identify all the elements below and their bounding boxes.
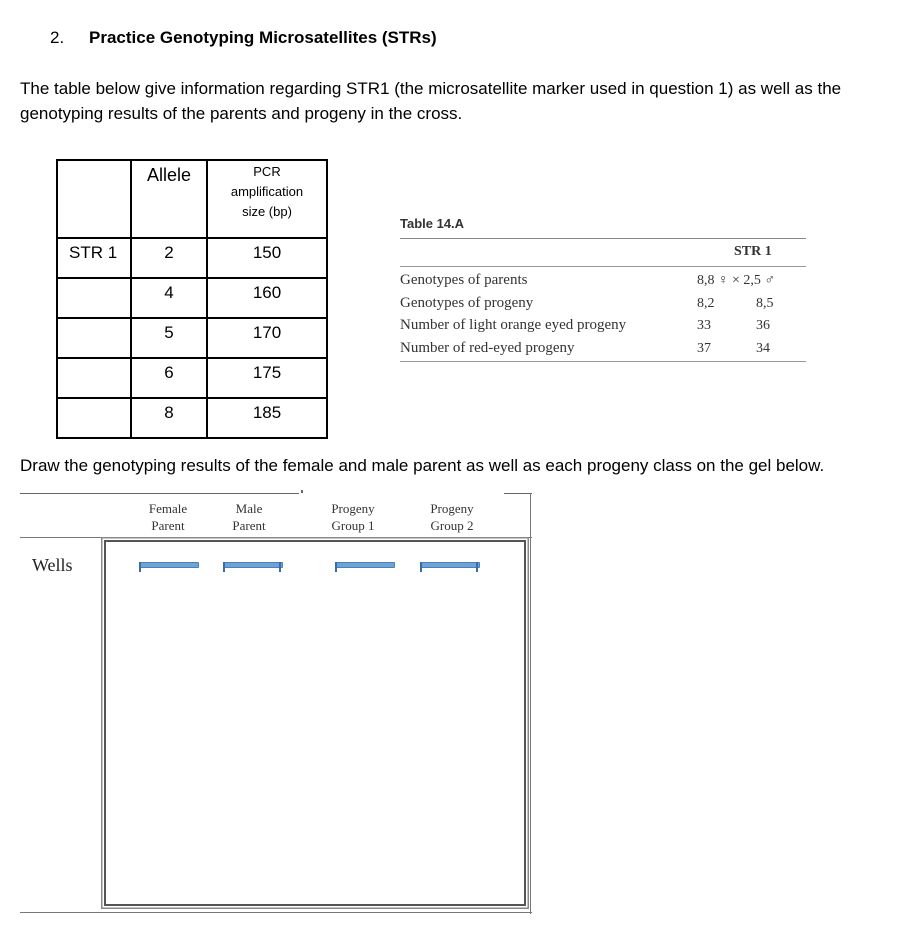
lane-label-line: Parent — [151, 518, 185, 533]
well-female-parent — [139, 562, 199, 568]
row-value: 8,2 — [697, 296, 715, 311]
lane-label-progeny-group-2 — [417, 500, 487, 534]
str-allele-table — [56, 159, 328, 439]
wells-label: Wells — [32, 555, 73, 575]
row-value: 33 — [697, 318, 711, 333]
lane-label-male-parent — [214, 500, 284, 534]
gel-top-line — [504, 493, 532, 494]
row-label: Genotypes of parents — [400, 272, 528, 288]
marker-cell — [57, 398, 131, 438]
intro-paragraph: The table below give information regarding STR1 (the microsatellite marker used in question 1) as well as the genotyping results of the parents and progeny in the cross. — [20, 79, 842, 123]
lane-label-female-parent — [133, 500, 203, 534]
row-value: 8,5 — [756, 296, 774, 311]
header-cell-allele: Allele — [131, 160, 207, 238]
table-row — [400, 340, 806, 362]
section-number: 2. — [50, 28, 65, 47]
row-value: 36 — [756, 318, 770, 333]
well-marker — [279, 562, 281, 572]
table-row — [57, 398, 327, 438]
lane-label-progeny-group-1 — [318, 500, 388, 534]
header-line: PCR — [253, 164, 281, 179]
allele-cell: 4 — [131, 278, 207, 318]
size-cell: 160 — [207, 278, 327, 318]
gel-diagram — [20, 490, 532, 916]
header-cell-empty — [57, 160, 131, 238]
lane-label-line: Parent — [232, 518, 266, 533]
table-row — [57, 358, 327, 398]
gel-drawing-area[interactable] — [104, 540, 526, 906]
marker-cell: STR 1 — [57, 238, 131, 278]
well-male-parent — [223, 562, 283, 568]
gel-right-border — [530, 493, 531, 914]
well-progeny-group-2 — [420, 562, 480, 568]
table-row — [400, 317, 806, 339]
size-cell: 150 — [207, 238, 327, 278]
parents-genotype-value: 8,8 ♀ × 2,5 ♂ — [697, 273, 775, 288]
table-row — [57, 278, 327, 318]
size-cell: 175 — [207, 358, 327, 398]
table-header-row — [57, 160, 327, 238]
gel-bottom-border — [20, 912, 532, 913]
gel-top-line — [20, 493, 299, 494]
marker-cell — [57, 278, 131, 318]
row-value: 37 — [697, 341, 711, 356]
size-cell: 170 — [207, 318, 327, 358]
row-value: 34 — [756, 341, 770, 356]
well-marker — [335, 562, 337, 572]
lane-label-line: Female — [148, 501, 188, 516]
lane-label-line: Group 1 — [331, 518, 375, 533]
table-row — [400, 295, 806, 317]
gel-tick-mark — [301, 490, 303, 493]
well-marker — [420, 562, 422, 572]
allele-cell: 2 — [131, 238, 207, 278]
row-label: Number of light orange eyed progeny — [400, 317, 627, 333]
table-rule — [400, 238, 806, 239]
table-row — [57, 238, 327, 278]
allele-cell: 6 — [131, 358, 207, 398]
table-row — [400, 272, 806, 294]
header-line: size (bp) — [242, 204, 292, 219]
well-marker — [476, 562, 478, 572]
well-marker — [139, 562, 141, 572]
gel-header-separator — [20, 537, 532, 538]
gel-instruction: Draw the genotyping results of the female and male parent as well as each progeny class on the gel below. — [20, 456, 825, 475]
lane-label-line: Group 2 — [430, 518, 474, 533]
row-label: Number of red-eyed progeny — [400, 340, 575, 356]
marker-cell — [57, 358, 131, 398]
size-cell: 185 — [207, 398, 327, 438]
well-progeny-group-1 — [335, 562, 395, 568]
lane-label-line: Progeny — [430, 501, 474, 516]
table-caption: Table 14.A — [400, 216, 465, 231]
allele-cell: 5 — [131, 318, 207, 358]
column-header: STR 1 — [734, 244, 772, 259]
allele-cell: 8 — [131, 398, 207, 438]
table-rule — [400, 266, 806, 267]
well-marker — [223, 562, 225, 572]
lane-label-line: Progeny — [331, 501, 375, 516]
lane-label-line: Male — [235, 501, 263, 516]
row-label: Genotypes of progeny — [400, 295, 534, 311]
table-row — [57, 318, 327, 358]
table-rule — [400, 361, 806, 362]
section-title: Practice Genotyping Microsatellites (STRs) — [89, 28, 437, 47]
header-line: amplification — [230, 184, 304, 199]
marker-cell — [57, 318, 131, 358]
header-cell-pcr-size — [207, 160, 327, 238]
